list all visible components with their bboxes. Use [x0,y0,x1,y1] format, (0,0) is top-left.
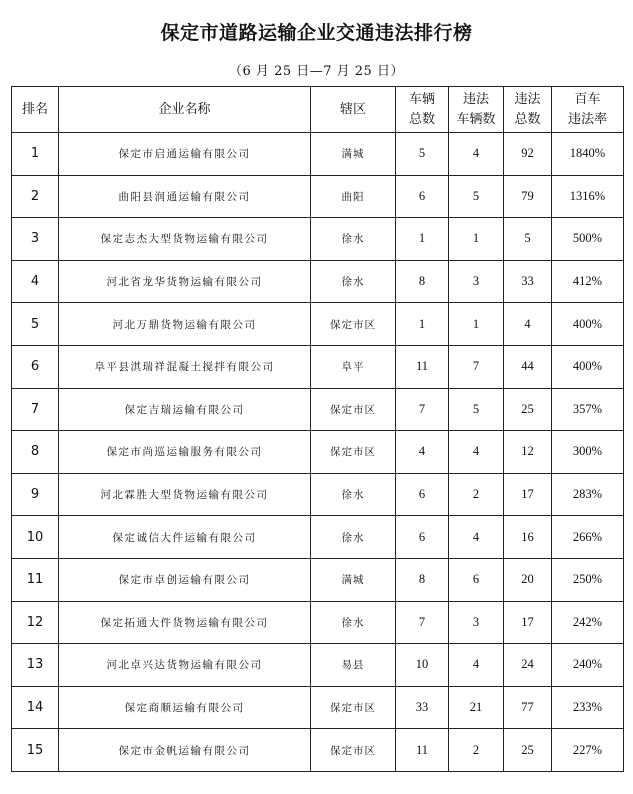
violations-cell: 92 [504,133,552,176]
table-row [12,729,624,772]
violations-cell: 12 [504,431,552,474]
header-violations-line1: 违法 [514,91,541,107]
district-cell: 曲阳 [311,175,396,218]
violating-vehicles-cell: 4 [449,133,504,176]
rate-cell: 1316% [552,175,624,218]
header-violations [504,87,552,133]
vehicles-cell: 10 [396,644,449,687]
violating-vehicles-cell: 4 [449,516,504,559]
violations-cell: 25 [504,388,552,431]
rank-cell: 14 [12,686,59,729]
vehicles-cell: 1 [396,303,449,346]
rank-cell: 9 [12,473,59,516]
rank-cell: 8 [12,431,59,474]
table-row [12,133,624,176]
vehicles-cell: 8 [396,260,449,303]
rate-cell: 500% [552,218,624,261]
company-cell: 保定拓通大件货物运输有限公司 [59,601,311,644]
table-row [12,303,624,346]
company-cell: 保定诚信大件运输有限公司 [59,516,311,559]
rate-cell: 283% [552,473,624,516]
rate-cell: 266% [552,516,624,559]
company-cell: 保定市卓创运输有限公司 [59,558,311,601]
district-cell: 徐水 [311,601,396,644]
violations-cell: 5 [504,218,552,261]
table-row [12,601,624,644]
violating-vehicles-cell: 4 [449,431,504,474]
district-cell: 徐水 [311,218,396,261]
vehicles-cell: 11 [396,345,449,388]
violations-cell: 79 [504,175,552,218]
violating-vehicles-cell: 4 [449,644,504,687]
table-row [12,686,624,729]
vehicles-cell: 11 [396,729,449,772]
violations-cell: 77 [504,686,552,729]
district-cell: 徐水 [311,516,396,559]
rank-cell: 3 [12,218,59,261]
rank-cell: 15 [12,729,59,772]
company-cell: 阜平县淇瑞祥混凝土搅拌有限公司 [59,345,311,388]
table-header [12,87,624,133]
header-district: 辖区 [311,87,396,133]
company-cell: 保定市启通运输有限公司 [59,133,311,176]
table-row [12,388,624,431]
rate-cell: 400% [552,303,624,346]
rank-cell: 11 [12,558,59,601]
company-cell: 河北卓兴达货物运输有限公司 [59,644,311,687]
rate-cell: 412% [552,260,624,303]
vehicles-cell: 33 [396,686,449,729]
table-row [12,260,624,303]
vehicles-cell: 4 [396,431,449,474]
violations-cell: 4 [504,303,552,346]
district-cell: 阜平 [311,345,396,388]
violations-cell: 44 [504,345,552,388]
violating-vehicles-cell: 1 [449,218,504,261]
table-row [12,431,624,474]
violating-vehicles-cell: 3 [449,601,504,644]
rank-cell: 2 [12,175,59,218]
date-range-subtitle: （6 月 25 日—7 月 25 日） [229,64,404,79]
company-cell: 保定市金帆运输有限公司 [59,729,311,772]
table-row [12,558,624,601]
rank-cell: 4 [12,260,59,303]
header-row [12,87,624,133]
rank-cell: 6 [12,345,59,388]
rank-cell: 12 [12,601,59,644]
rate-cell: 250% [552,558,624,601]
rank-cell: 13 [12,644,59,687]
header-vehicles-line1: 车辆 [408,91,435,107]
company-cell: 河北省龙华货物运输有限公司 [59,260,311,303]
vehicles-cell: 6 [396,516,449,559]
violating-vehicles-cell: 7 [449,345,504,388]
rate-cell: 1840% [552,133,624,176]
violations-cell: 16 [504,516,552,559]
rank-cell: 10 [12,516,59,559]
rate-cell: 227% [552,729,624,772]
violations-cell: 17 [504,601,552,644]
vehicles-cell: 6 [396,175,449,218]
table-row [12,644,624,687]
header-vehicles [396,87,449,133]
district-cell: 保定市区 [311,431,396,474]
district-cell: 保定市区 [311,388,396,431]
header-rate [552,87,624,133]
header-violations-line2: 总数 [514,111,541,127]
company-cell: 保定吉瑞运输有限公司 [59,388,311,431]
district-cell: 满城 [311,558,396,601]
header-vehicles-line2: 总数 [408,111,435,127]
header-violating-vehicles [449,87,504,133]
table-row [12,516,624,559]
district-cell: 徐水 [311,473,396,516]
table-row [12,473,624,516]
page-title: 保定市道路运输企业交通违法排行榜 [160,22,473,44]
district-cell: 满城 [311,133,396,176]
district-cell: 徐水 [311,260,396,303]
violating-vehicles-cell: 2 [449,473,504,516]
vehicles-cell: 8 [396,558,449,601]
violations-cell: 20 [504,558,552,601]
ranking-table [11,86,624,772]
company-cell: 保定商顺运输有限公司 [59,686,311,729]
company-cell: 曲阳县润通运输有限公司 [59,175,311,218]
violating-vehicles-cell: 1 [449,303,504,346]
vehicles-cell: 7 [396,601,449,644]
violating-vehicles-cell: 5 [449,388,504,431]
company-cell: 河北霖胜大型货物运输有限公司 [59,473,311,516]
district-cell: 易县 [311,644,396,687]
header-company: 企业名称 [59,87,311,133]
table-row [12,175,624,218]
vehicles-cell: 5 [396,133,449,176]
rank-cell: 5 [12,303,59,346]
table-row [12,345,624,388]
table-body [12,133,624,772]
district-cell: 保定市区 [311,686,396,729]
district-cell: 保定市区 [311,303,396,346]
rate-cell: 400% [552,345,624,388]
company-cell: 保定市尚巡运输服务有限公司 [59,431,311,474]
table-row [12,218,624,261]
header-rate-line2: 违法率 [567,111,607,127]
violating-vehicles-cell: 6 [449,558,504,601]
rank-cell: 1 [12,133,59,176]
violating-vehicles-cell: 5 [449,175,504,218]
violating-vehicles-cell: 3 [449,260,504,303]
violations-cell: 25 [504,729,552,772]
rate-cell: 242% [552,601,624,644]
header-violating-line1: 违法 [462,91,489,107]
header-rate-line1: 百车 [574,91,601,107]
rate-cell: 240% [552,644,624,687]
rate-cell: 357% [552,388,624,431]
violations-cell: 17 [504,473,552,516]
vehicles-cell: 1 [396,218,449,261]
company-cell: 河北万鼎货物运输有限公司 [59,303,311,346]
rank-cell: 7 [12,388,59,431]
vehicles-cell: 6 [396,473,449,516]
district-cell: 保定市区 [311,729,396,772]
rate-cell: 300% [552,431,624,474]
header-rank: 排名 [12,87,59,133]
violating-vehicles-cell: 2 [449,729,504,772]
vehicles-cell: 7 [396,388,449,431]
violating-vehicles-cell: 21 [449,686,504,729]
company-cell: 保定志杰大型货物运输有限公司 [59,218,311,261]
violations-cell: 33 [504,260,552,303]
rate-cell: 233% [552,686,624,729]
violations-cell: 24 [504,644,552,687]
header-violating-line2: 车辆数 [456,111,496,127]
